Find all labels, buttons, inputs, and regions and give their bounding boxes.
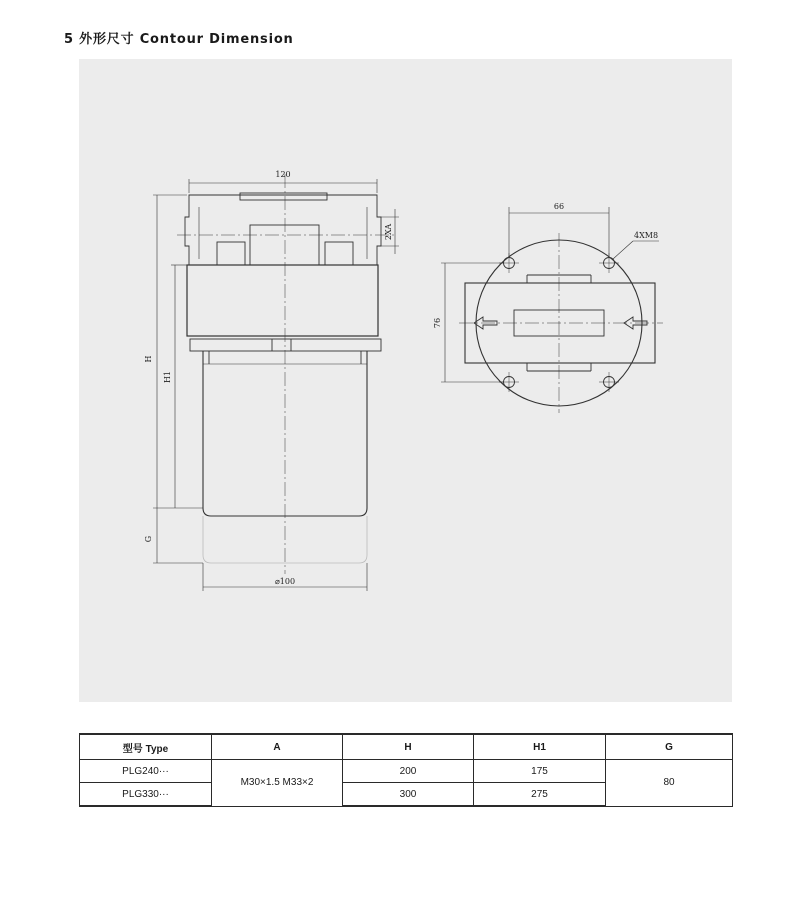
dim-h-label: H — [144, 355, 153, 363]
right-port — [325, 242, 353, 265]
table-header-row — [80, 734, 733, 760]
cell-type: PLG240··· — [80, 760, 212, 783]
dim-g-label: G — [144, 535, 153, 543]
header-type: 型号 Type — [80, 734, 212, 760]
flange — [190, 339, 381, 351]
contour-drawing — [79, 59, 732, 702]
technical-drawing-svg — [79, 59, 732, 702]
dim-bolt-label: 4XM8 — [634, 231, 659, 240]
cell-a: M30×1.5 M33×2 — [212, 760, 343, 807]
cell-h1: 175 — [474, 760, 606, 783]
cell-type: PLG330··· — [80, 783, 212, 807]
cell-h: 200 — [343, 760, 474, 783]
header-h: H — [343, 734, 474, 760]
top-slot — [240, 193, 327, 200]
dim-thread-label: 2XA — [384, 223, 393, 241]
header-h1: H1 — [474, 734, 606, 760]
section-title: 5 外形尺寸 Contour Dimension — [64, 32, 294, 47]
head-cap-outline — [185, 195, 381, 265]
header-g: G — [606, 734, 733, 760]
cell-g: 80 — [606, 760, 733, 807]
dim-width-label: 120 — [275, 170, 291, 179]
left-port — [217, 242, 245, 265]
dim-hole-spacing-label: 66 — [553, 202, 565, 211]
dim-diameter-label: ⌀100 — [274, 577, 296, 586]
head-block — [187, 265, 378, 336]
dim-mount-height-label: 76 — [433, 317, 442, 329]
table-row — [80, 760, 733, 783]
header-a: A — [212, 734, 343, 760]
center-port — [250, 225, 319, 265]
dim-h1-label: H1 — [163, 370, 172, 384]
cell-h1: 275 — [474, 783, 606, 807]
cell-h: 300 — [343, 783, 474, 807]
specification-table — [79, 733, 733, 807]
